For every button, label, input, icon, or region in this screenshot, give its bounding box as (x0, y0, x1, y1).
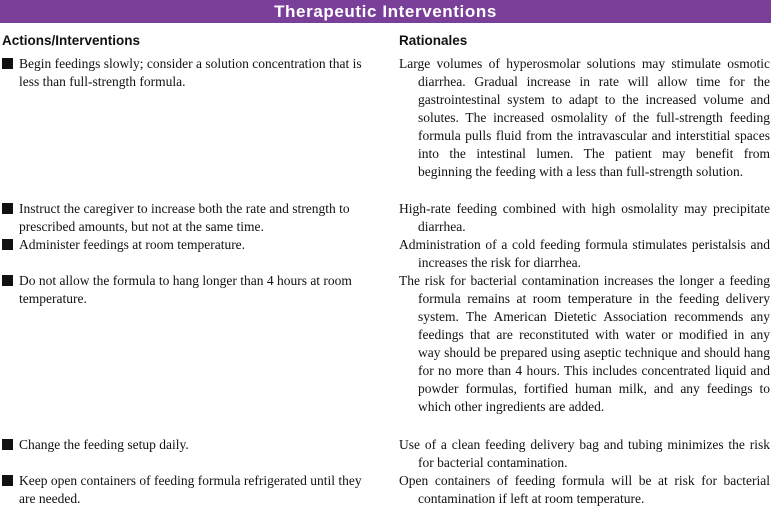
action-item (2, 55, 374, 91)
action-text: Keep open containers of feeding formula refrigerated until they are needed. (19, 473, 362, 506)
column-header-rationales: Rationales (399, 33, 468, 48)
square-bullet-icon (2, 275, 13, 286)
rationale-text: High-rate feeding combined with high osmolality may precipitate diarrhea. (399, 201, 770, 234)
action-text: Change the feeding setup daily. (19, 437, 189, 452)
section-title: Therapeutic Interventions (0, 0, 771, 23)
action-item (2, 200, 374, 236)
action-item (2, 436, 374, 454)
action-item (2, 472, 374, 508)
rationale-text: Large volumes of hyperosmolar solutions may stimulate osmotic diarrhea. Gradual increase in rate will allow time for the gastrointestinal system to adapt to the increased volume and solutes. The increased osmolality of the full-strength feeding formula pulls fluid from the intravascular and interstitial spaces into the intestinal lumen. The patient may benefit from beginning the feeding with a less than full-strength solution. (399, 56, 770, 179)
column-header-actions: Actions/Interventions (2, 33, 141, 48)
rationale-text: The risk for bacterial contamination increases the longer a feeding formula remains at room temperature in the feeding delivery system. The American Dietetic Association recommends any feedings that are reconstituted with water or modified in any way should be prepared using aseptic technique and should hang for no more than 4 hours. This includes concentrated liquid and powder formulas, fortified human milk, and any feedings to which other ingredients are added. (399, 273, 770, 414)
action-item (2, 236, 374, 254)
square-bullet-icon (2, 439, 13, 450)
action-item (2, 272, 374, 308)
action-text: Administer feedings at room temperature. (19, 237, 246, 252)
square-bullet-icon (2, 203, 13, 214)
action-text: Instruct the caregiver to increase both the rate and strength to prescribed amounts, but not at the same time. (19, 201, 350, 234)
action-text: Do not allow the formula to hang longer than 4 hours at room temperature. (19, 273, 352, 306)
square-bullet-icon (2, 239, 13, 250)
rationale-text: Open containers of feeding formula will be at risk for bacterial contamination if left at room temperature. (399, 473, 770, 506)
rationale-text: Use of a clean feeding delivery bag and tubing minimizes the risk for bacterial contamination. (399, 437, 770, 470)
square-bullet-icon (2, 475, 13, 486)
square-bullet-icon (2, 58, 13, 69)
action-text: Begin feedings slowly; consider a solution concentration that is less than full-strength formula. (19, 56, 362, 89)
rationale-text: Administration of a cold feeding formula stimulates peristalsis and increases the risk for diarrhea. (399, 237, 770, 270)
